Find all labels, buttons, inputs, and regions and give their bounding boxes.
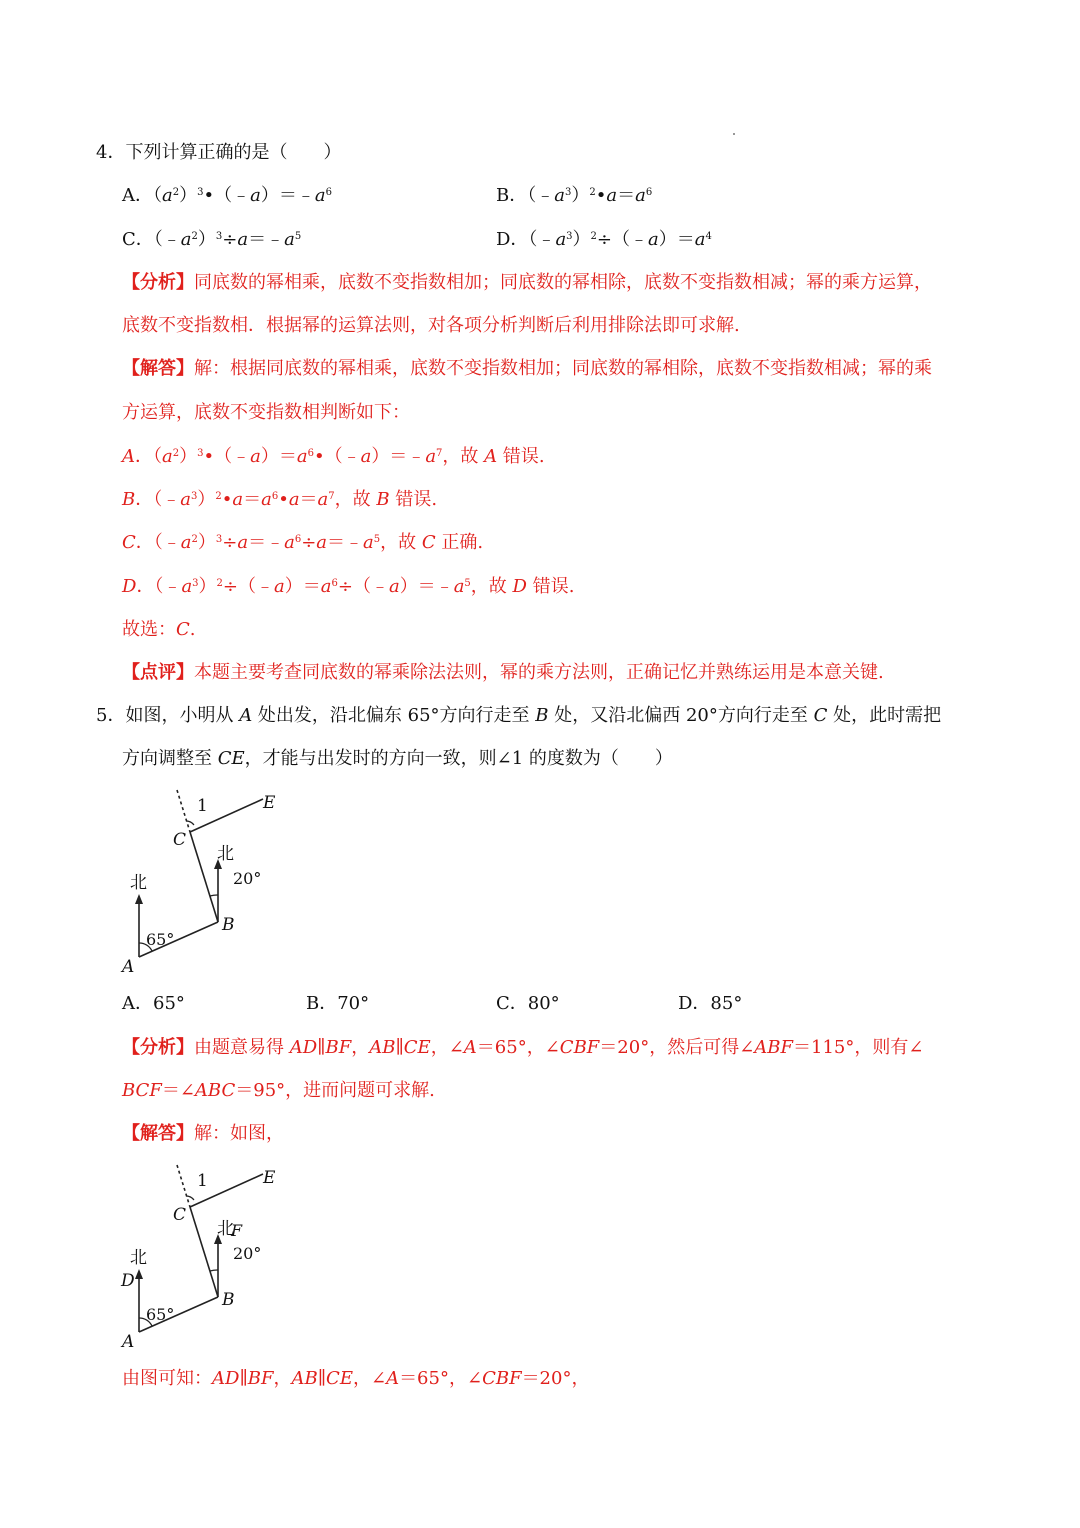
analysis-tag: 【分析】 bbox=[122, 1037, 194, 1058]
point-a-label: A bbox=[122, 957, 135, 977]
point-e-label: E bbox=[263, 1168, 276, 1188]
angle-1-label: 1 bbox=[197, 1171, 208, 1191]
point-b-label: B bbox=[222, 1290, 235, 1310]
point-a-label: A bbox=[122, 1332, 135, 1352]
q4-choose: 故选：C. bbox=[122, 619, 196, 640]
point-e-label: E bbox=[263, 793, 276, 813]
q4-step-c: C．$(﹣a^2)^3\div a=﹣a^6\div a=﹣a^5$，故 C 正确. bbox=[122, 532, 484, 553]
q5-figure bbox=[115, 785, 290, 980]
comment-tag: 【点评】 bbox=[122, 662, 194, 683]
answer-tag: 【解答】 bbox=[122, 358, 194, 379]
point-d-label: D bbox=[121, 1271, 135, 1291]
q5-option-a[interactable]: A．65° bbox=[122, 993, 185, 1014]
q5-option-c[interactable]: C．80° bbox=[496, 993, 560, 1014]
q4-answer-line1: 【解答】解：根据同底数的幂相乘，底数不变指数相加；同底数的幂相除，底数不变指数相减；幂的乘 bbox=[122, 358, 932, 379]
angle-20-label: 20° bbox=[233, 869, 262, 888]
q4-step-b: B．$(﹣a^3)^2•a=a^6•a=a^7$，故 B 错误. bbox=[122, 489, 438, 510]
north-label-b: 北 bbox=[217, 844, 234, 864]
north-label-b: 北 bbox=[217, 1219, 234, 1239]
q4-step-a: A．$(a^2)^3•(﹣a)=a^6•(﹣a)=﹣a^7$，故 A 错误. bbox=[122, 446, 545, 467]
q4-step-d: D．$(﹣a^3)^2\div(﹣a)=a^6\div(﹣a)=﹣a^5$，故 D 错误. bbox=[122, 576, 575, 597]
q5-analysis-line2: BCF＝∠ABC＝95°，进而问题可求解. bbox=[122, 1080, 435, 1101]
q4-stem: 4．下列计算正确的是（ ） bbox=[96, 142, 342, 163]
analysis-tag: 【分析】 bbox=[122, 272, 194, 293]
q4-option-b[interactable]: B．$(﹣a^3)^2•a=a^6$ bbox=[496, 185, 653, 206]
q4-answer-line2: 方运算，底数不变指数相判断如下： bbox=[122, 402, 410, 423]
point-c-label: C bbox=[173, 1205, 187, 1225]
point-b-label: B bbox=[222, 915, 235, 935]
q4-option-a[interactable]: A．$(a^2)^3•(﹣a)=﹣a^6$ bbox=[122, 185, 332, 206]
q4-analysis-line1: 【分析】同底数的幂相乘，底数不变指数相加；同底数的幂相除，底数不变指数相减；幂的乘方运算， bbox=[122, 272, 932, 293]
point-c-label: C bbox=[173, 830, 187, 850]
angle-1-label: 1 bbox=[197, 796, 208, 816]
q5-conclusion: 由图可知：AD∥BF，AB∥CE，∠A＝65°，∠CBF＝20°， bbox=[122, 1368, 590, 1389]
q5-option-b[interactable]: B．70° bbox=[306, 993, 370, 1014]
q4-analysis-line2: 底数不变指数相．根据幂的运算法则，对各项分析判断后利用排除法即可求解. bbox=[122, 315, 740, 336]
q5-answer-line: 【解答】解：如图， bbox=[122, 1123, 284, 1144]
q4-option-d[interactable]: D．$(﹣a^3)^2\div(﹣a)=a^4$ bbox=[496, 229, 712, 250]
q5-stem-line1: 5．如图，小明从 A 处出发，沿北偏东 65°方向行走至 B 处，又沿北偏西 20°方向行走至 C 处，此时需把 bbox=[96, 705, 942, 726]
answer-tag: 【解答】 bbox=[122, 1123, 194, 1144]
point-f-label: F bbox=[231, 1221, 243, 1240]
q4-comment: 【点评】本题主要考查同底数的幂乘除法法则，幂的乘方法则，正确记忆并熟练运用是本意关键. bbox=[122, 662, 884, 683]
north-label-a: 北 bbox=[130, 873, 147, 893]
q5-analysis-line1: 【分析】由题意易得 AD∥BF，AB∥CE，∠A＝65°，∠CBF＝20°，然后可得∠ABF＝115°，则有∠ bbox=[122, 1037, 924, 1058]
q5-stem-line2: 方向调整至 CE，才能与出发时的方向一致，则∠1 的度数为（ ） bbox=[122, 748, 673, 769]
q4-option-c[interactable]: C．$(﹣a^2)^3\div a=﹣a^5$ bbox=[122, 229, 302, 250]
stray-dot bbox=[733, 133, 735, 135]
north-label-a: 北 bbox=[130, 1248, 147, 1268]
angle-65-label: 65° bbox=[146, 1305, 175, 1324]
q5-solution-figure bbox=[115, 1160, 290, 1355]
angle-20-label: 20° bbox=[233, 1244, 262, 1263]
q5-option-d[interactable]: D．85° bbox=[678, 993, 743, 1014]
angle-65-label: 65° bbox=[146, 930, 175, 949]
